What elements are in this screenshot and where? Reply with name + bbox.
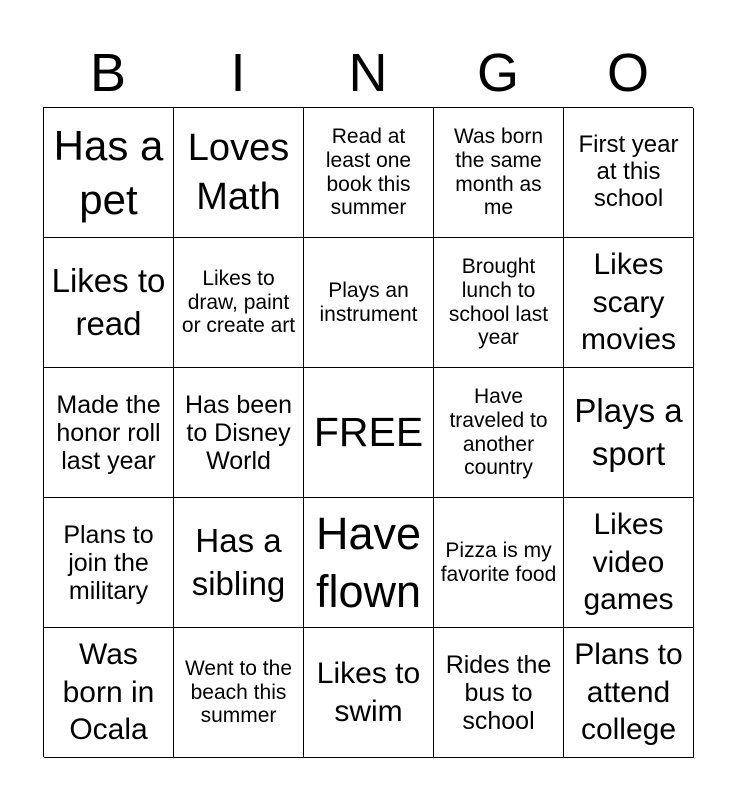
cell-text: Loves Math (187, 126, 290, 218)
cell-text: Likes video games (583, 507, 674, 617)
bingo-grid (43, 107, 693, 757)
cell-text: Likes to draw, paint or create art (181, 267, 296, 338)
cell-text: Was born in Ocala (62, 637, 155, 747)
bingo-cell[interactable] (434, 498, 564, 628)
bingo-cell[interactable] (174, 238, 304, 368)
bingo-cell[interactable] (564, 498, 694, 628)
cell-text: Plans to attend college (574, 637, 683, 747)
cell-text: Likes to read (51, 262, 166, 342)
bingo-cell[interactable] (44, 108, 174, 238)
bingo-cell[interactable] (44, 238, 174, 368)
bingo-cell[interactable] (434, 628, 564, 758)
bingo-cell[interactable] (434, 368, 564, 498)
cell-text: FREE (313, 409, 424, 456)
bingo-cell[interactable] (304, 628, 434, 758)
cell-text: Has been to Disney World (184, 390, 293, 475)
header-letter-g: G (476, 43, 519, 103)
cell-text: Plays a sport (574, 392, 683, 472)
cell-text: Have flown (315, 507, 422, 617)
bingo-header (43, 40, 693, 106)
bingo-cell[interactable] (564, 238, 694, 368)
cell-text: Plans to join the military (63, 520, 154, 605)
cell-text: Went to the beach this summer (184, 657, 292, 728)
cell-text: Has a pet (53, 121, 164, 223)
cell-text: Was born the same month as me (453, 125, 544, 220)
bingo-cell[interactable] (564, 628, 694, 758)
bingo-cell[interactable] (174, 108, 304, 238)
bingo-cell[interactable] (174, 628, 304, 758)
cell-text: Has a sibling (191, 522, 286, 602)
bingo-cell[interactable] (174, 368, 304, 498)
bingo-cell[interactable] (44, 498, 174, 628)
cell-text: Plays an instrument (319, 278, 418, 326)
cell-text: Rides the bus to school (445, 650, 552, 735)
bingo-cell[interactable] (304, 238, 434, 368)
bingo-cell[interactable] (44, 368, 174, 498)
cell-text: Read at least one book this summer (325, 125, 412, 220)
bingo-cell[interactable] (304, 108, 434, 238)
cell-text: Have traveled to another country (449, 385, 548, 480)
bingo-cell[interactable] (44, 628, 174, 758)
bingo-cell[interactable] (434, 238, 564, 368)
bingo-cell[interactable] (304, 498, 434, 628)
header-letter-n: N (348, 43, 388, 103)
bingo-cell[interactable] (564, 108, 694, 238)
bingo-cell[interactable] (174, 498, 304, 628)
bingo-cell[interactable] (434, 108, 564, 238)
cell-text: Likes scary movies (580, 247, 677, 357)
header-letter-o: O (606, 43, 649, 103)
free-space[interactable] (304, 368, 434, 498)
cell-text: Pizza is my favorite food (440, 538, 557, 586)
cell-text: Brought lunch to school last year (448, 255, 549, 350)
cell-text: Made the honor roll last year (56, 390, 161, 475)
cell-text: First year at this school (578, 131, 679, 212)
cell-text: Likes to swim (316, 656, 421, 728)
header-letter-b: B (89, 43, 127, 103)
bingo-cell[interactable] (564, 368, 694, 498)
header-letter-i: I (230, 43, 246, 103)
